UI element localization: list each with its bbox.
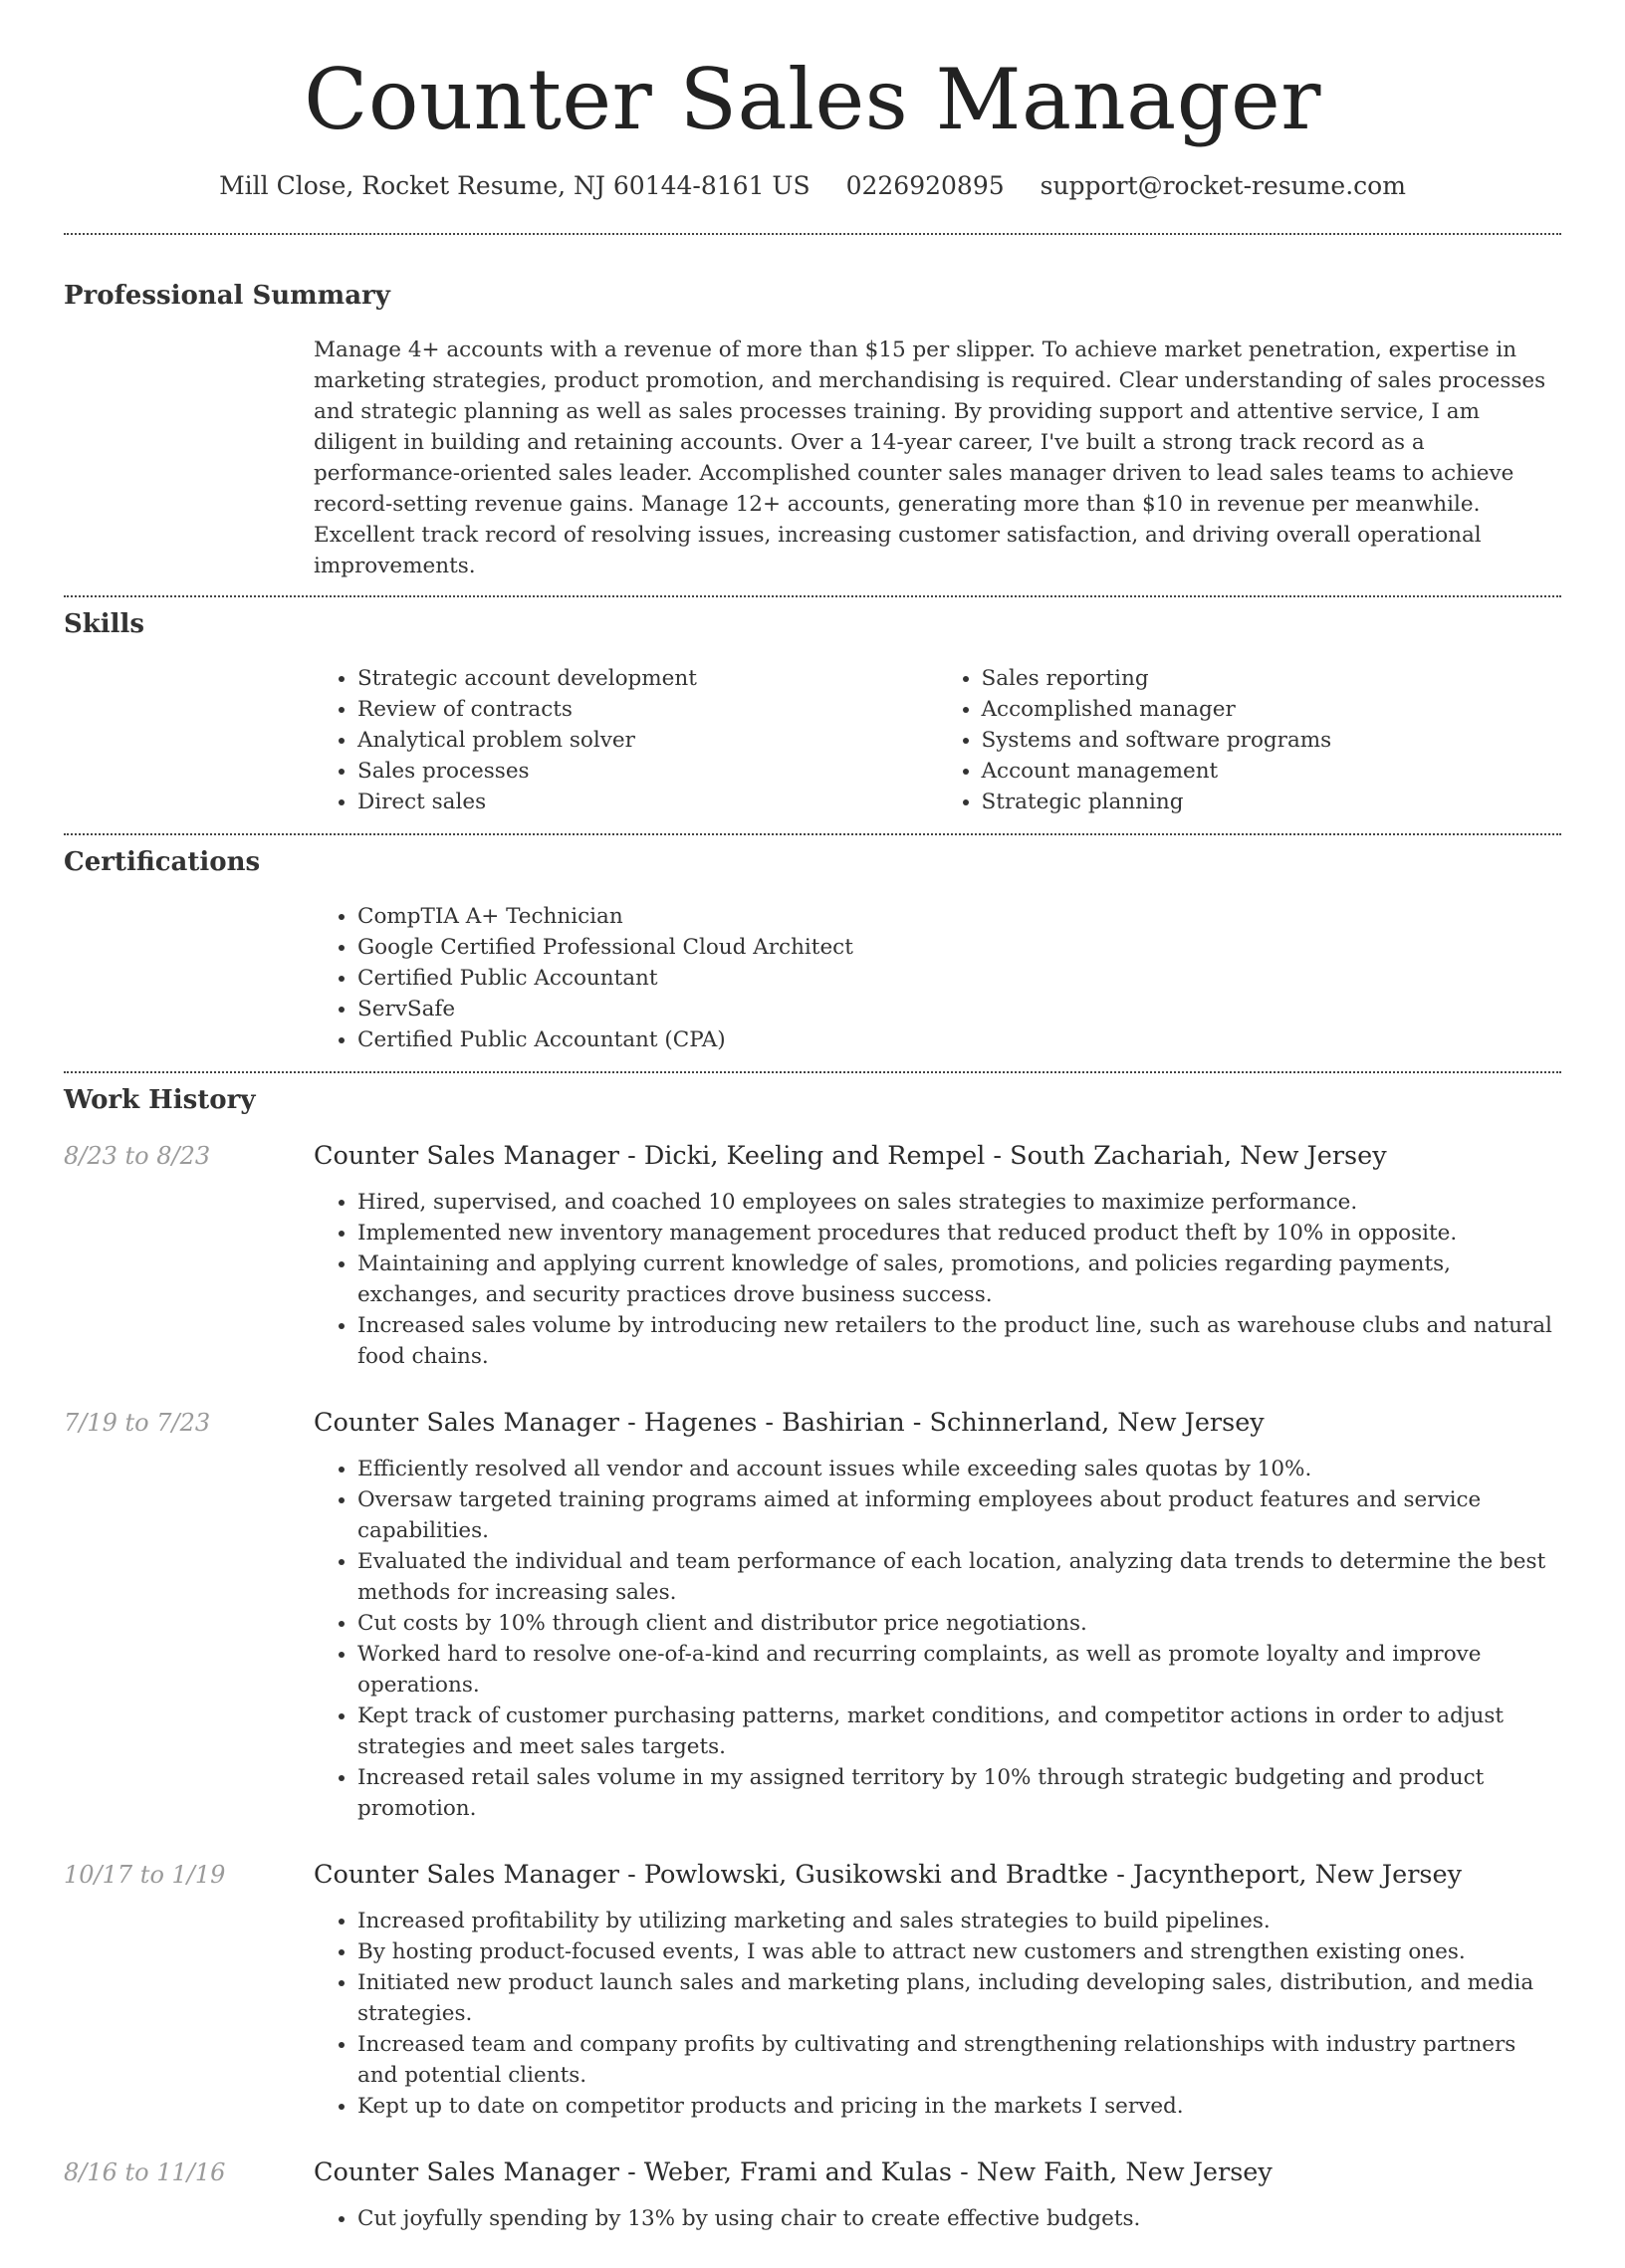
skill-item: • Analytical problem solver [357, 725, 938, 756]
job-details [314, 2155, 1561, 2234]
skills-list-left [314, 663, 938, 817]
skill-item: • Strategic planning [982, 787, 1562, 817]
job-entry [64, 1406, 1561, 1824]
job-bullet: • Increased sales volume by introducing new retailers to the product line, such as warehouse clubs and natural food chains. [357, 1310, 1561, 1372]
candidate-name: Counter Sales Manager [304, 51, 1321, 148]
skill-item: • Systems and software programs [982, 725, 1562, 756]
job-bullet: • By hosting product-focused events, I was able to attract new customers and strengthen existing ones. [357, 1936, 1561, 1967]
summary-body [314, 335, 1561, 581]
job-title: Counter Sales Manager - Powlowski, Gusikowski and Bradtke - Jacyntheport, New Jersey [314, 1860, 1463, 1890]
job-bullet: • Oversaw targeted training programs aimed at informing employees about product features and service capabilities. [357, 1484, 1561, 1546]
skill-item: • Review of contracts [357, 694, 938, 725]
job-dates: 8/16 to 11/16 [64, 2158, 226, 2186]
job-bullets [314, 1454, 1561, 1824]
job-bullet: • Hired, supervised, and coached 10 employees on sales strategies to maximize performance. [357, 1187, 1561, 1218]
section-title-certifications: Certifications [64, 847, 261, 877]
resume-header [64, 48, 1561, 203]
skills-section [64, 597, 1561, 817]
skill-item: • Account management [982, 756, 1562, 787]
job-bullet: • Evaluated the individual and team performance of each location, analyzing data trends to determine the best methods for increasing sales. [357, 1546, 1561, 1608]
job-details [314, 1406, 1561, 1824]
job-details [314, 1139, 1561, 1372]
job-dates: 7/19 to 7/23 [64, 1409, 211, 1437]
contact-email: support@rocket-resume.com [1040, 171, 1406, 200]
skill-item: • Sales reporting [982, 663, 1562, 694]
certification-item: • CompTIA A+ Technician [357, 901, 1561, 932]
job-bullet: • Increased team and company profits by cultivating and strengthening relationships with industry partners and potential clients. [357, 2029, 1561, 2091]
certification-item: • Certified Public Accountant (CPA) [357, 1024, 1561, 1055]
job-bullet: • Initiated new product launch sales and marketing plans, including developing sales, distribution, and media strategies. [357, 1967, 1561, 2029]
section-title-skills: Skills [64, 609, 145, 639]
job-bullets [314, 1906, 1561, 2122]
contact-line [64, 169, 1561, 203]
job-entry [64, 1139, 1561, 1372]
job-title: Counter Sales Manager - Dicki, Keeling and Rempel - South Zachariah, New Jersey [314, 1141, 1387, 1171]
job-entry [64, 2155, 1561, 2234]
job-dates: 8/23 to 8/23 [64, 1142, 211, 1170]
section-title-summary: Professional Summary [64, 281, 390, 311]
job-entry [64, 1858, 1561, 2122]
certifications-list [314, 901, 1561, 1055]
skill-item: • Strategic account development [357, 663, 938, 694]
job-title: Counter Sales Manager - Hagenes - Bashirian - Schinnerland, New Jersey [314, 1408, 1265, 1438]
summary-section [64, 235, 1561, 581]
summary-text: Manage 4+ accounts with a revenue of more than $15 per slipper. To achieve market penetration, expertise in marketing strategies, product promotion, and merchandising is required. Clear understanding of sales processes and strategic planning as well as sales processes training. By providing support and attentive service, I am diligent in building and retaining accounts. Over a 14-year career, I've built a strong track record as a performance-oriented sales leader. Accomplished counter sales manager driven to lead sales teams to achieve record-setting revenue gains. Manage 12+ accounts, generating more than $10 in revenue per meanwhile. Excellent track record of resolving issues, increasing customer satisfaction, and driving overall operational improvements. [314, 338, 1546, 578]
skill-item: • Accomplished manager [982, 694, 1562, 725]
job-title: Counter Sales Manager - Weber, Frami and Kulas - New Faith, New Jersey [314, 2157, 1273, 2187]
resume-page [64, 0, 1561, 2268]
job-bullet: • Kept track of customer purchasing patterns, market conditions, and competitor actions in order to adjust strategies and meet sales targets. [357, 1701, 1561, 1762]
job-bullet: • Cut costs by 10% through client and distributor price negotiations. [357, 1608, 1561, 1639]
skills-grid [314, 663, 1561, 817]
contact-phone: 0226920895 [845, 171, 1005, 200]
job-dates: 10/17 to 1/19 [64, 1861, 226, 1889]
certification-item: • Google Certified Professional Cloud Architect [357, 932, 1561, 963]
certification-item: • Certified Public Accountant [357, 963, 1561, 994]
skills-list-right [938, 663, 1562, 817]
job-bullet: • Worked hard to resolve one-of-a-kind and recurring complaints, as well as promote loyalty and improve operations. [357, 1639, 1561, 1701]
job-bullet: • Efficiently resolved all vendor and account issues while exceeding sales quotas by 10%. [357, 1454, 1561, 1484]
section-title-work-history: Work History [64, 1085, 256, 1115]
job-bullet: • Cut joyfully spending by 13% by using chair to create effective budgets. [357, 2203, 1561, 2234]
certifications-body [314, 901, 1561, 1055]
skill-item: • Sales processes [357, 756, 938, 787]
job-details [314, 1858, 1561, 2122]
skill-item: • Direct sales [357, 787, 938, 817]
job-bullets [314, 2203, 1561, 2234]
certification-item: • ServSafe [357, 994, 1561, 1024]
job-bullets [314, 1187, 1561, 1372]
job-bullet: • Increased profitability by utilizing marketing and sales strategies to build pipelines. [357, 1906, 1561, 1936]
certifications-section [64, 835, 1561, 1055]
contact-address: Mill Close, Rocket Resume, NJ 60144-8161 US [219, 171, 811, 200]
job-bullet: • Implemented new inventory management procedures that reduced product theft by 10% in opposite. [357, 1218, 1561, 1248]
job-bullet: • Kept up to date on competitor products and pricing in the markets I served. [357, 2091, 1561, 2122]
job-bullet: • Maintaining and applying current knowledge of sales, promotions, and policies regarding payments, exchanges, and security practices drove business success. [357, 1248, 1561, 1310]
work-history-section [64, 1073, 1561, 2234]
job-bullet: • Increased retail sales volume in my assigned territory by 10% through strategic budgeting and product promotion. [357, 1762, 1561, 1824]
